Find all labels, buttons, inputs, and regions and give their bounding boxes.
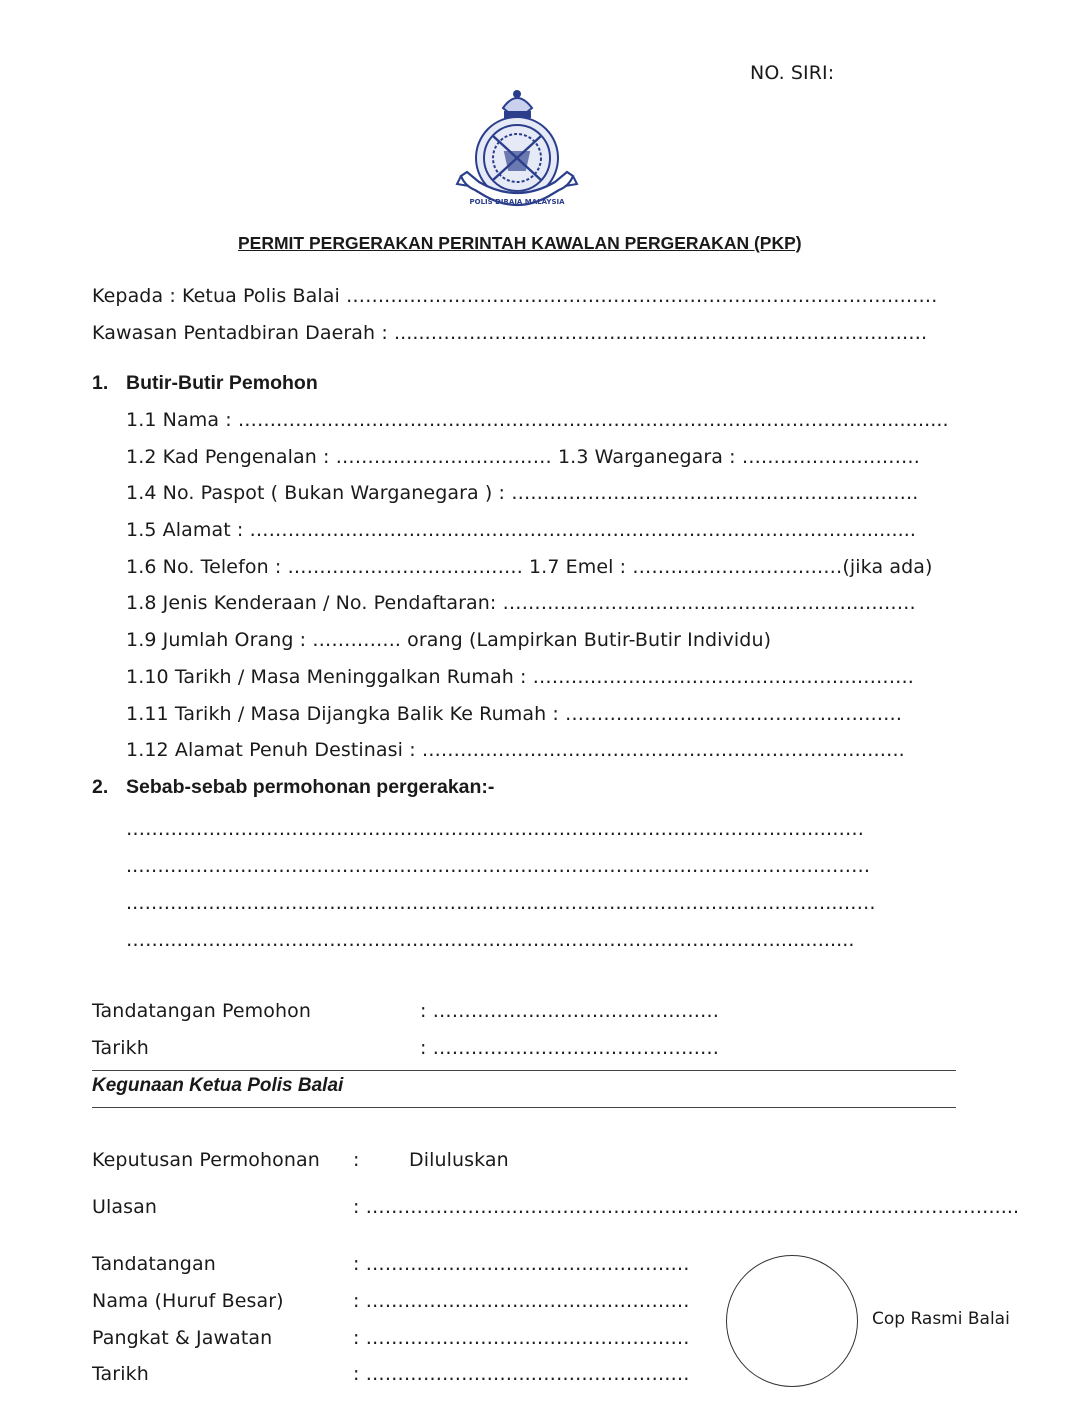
district-field[interactable]: Kawasan Pentadbiran Daerah : ......…………………………………………………………………… [92,322,928,344]
section-1-number: 1. [92,372,109,394]
officer-name-field[interactable]: : ……………………...…………………… [353,1290,690,1312]
field-ic-citizenship[interactable]: 1.2 Kad Pengenalan : ……………………….…… 1.3 Warganegara : ………………………. [126,446,920,468]
field-vehicle[interactable]: 1.8 Jenis Kenderaan / No. Pendaftaran: …………………………….……….………………… [126,592,916,614]
remarks-field[interactable]: : …………………...…………………………………………………..……………..... [353,1196,1020,1218]
field-leave-time[interactable]: 1.10 Tarikh / Masa Meninggalkan Rumah : …………………………………………..………. [126,666,914,688]
remarks-label: Ulasan [92,1196,158,1218]
officer-date-label: Tarikh [92,1363,149,1385]
field-persons[interactable]: 1.9 Jumlah Orang : ………….. orang (Lampirkan Butir-Butir Individu) [126,629,772,651]
officer-signature-field[interactable]: : ……………………...…………………… [353,1253,690,1275]
officer-rank-field[interactable]: : ……………………...…………………… [353,1327,690,1349]
logo-text: POLIS DIRAJA MALAYSIA [469,198,565,206]
officer-date-field[interactable]: : ……………………...…………………… [353,1363,690,1385]
official-use-heading: Kegunaan Ketua Polis Balai [92,1075,344,1096]
official-stamp-circle [726,1255,858,1387]
reason-line[interactable]: ..…………………………………………………………………………….……………………… [126,855,871,877]
form-title: PERMIT PERGERAKAN PERINTAH KAWALAN PERGERAKAN (PKP) [238,233,802,253]
field-return-time[interactable]: 1.11 Tarikh / Masa Dijangka Balik Ke Rumah : ………………………………………….…. [126,703,903,725]
decision-label: Keputusan Permohonan [92,1149,320,1171]
reason-line[interactable]: ……..………………………………………………………………………………….............. [126,929,855,951]
officer-name-label: Nama (Huruf Besar) [92,1290,284,1312]
to-station-chief-field[interactable]: Kepada : Ketua Polis Balai …….……………………………………………………………………….…. [92,285,938,307]
decision-colon: : [353,1149,360,1171]
field-name[interactable]: 1.1 Nama : ………………………………………………………………………………………….......... [126,409,949,431]
applicant-signature-label: Tandatangan Pemohon [92,1000,311,1022]
official-stamp-label: Cop Rasmi Balai [872,1309,1010,1329]
section-1-heading: Butir-Butir Pemohon [126,372,318,394]
decision-value: Diluluskan [409,1149,509,1171]
reason-line[interactable]: ……………………………………………………….……………………………………….…… [126,818,865,840]
officer-rank-label: Pangkat & Jawatan [92,1327,273,1349]
reason-line[interactable]: ..………………………………………..……………………………………………………...…… [126,892,876,914]
field-address[interactable]: 1.5 Alamat : ……………………………………………………………………………………......... [126,519,917,541]
applicant-date-label: Tarikh [92,1037,149,1059]
divider-bottom [92,1107,956,1108]
applicant-signature-field[interactable]: : ……………………………………… [420,1000,720,1022]
divider-top [92,1070,956,1071]
police-crest-logo [455,86,580,221]
field-phone-email[interactable]: 1.6 No. Telefon : ………………………………. 1.7 Emel : ……………………………(jika ada) [126,556,933,578]
officer-signature-label: Tandatangan [92,1253,216,1275]
field-passport[interactable]: 1.4 No. Paspot ( Bukan Warganegara ) : ………………………………………………………. [126,482,919,504]
field-destination[interactable]: 1.12 Alamat Penuh Destinasi : ……….…………………………………………………….….. [126,739,905,761]
section-2-heading: Sebab-sebab permohonan pergerakan:- [126,776,495,798]
serial-number-label: NO. SIRI: [750,62,835,84]
applicant-date-field[interactable]: : ……………………………………… [420,1037,720,1059]
section-2-number: 2. [92,776,109,798]
